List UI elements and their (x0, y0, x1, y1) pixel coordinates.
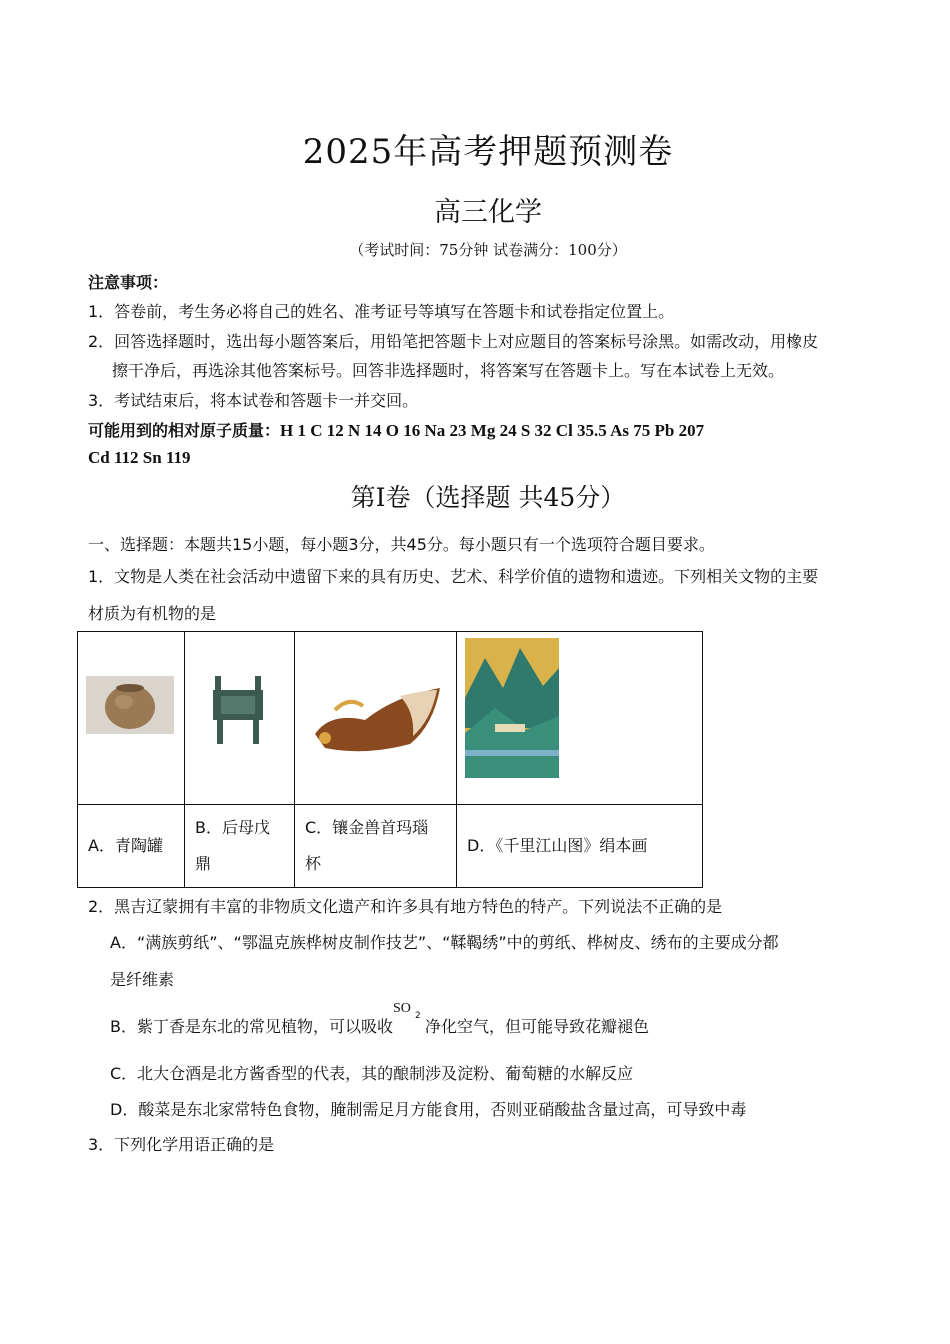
artifact-label-cell-a (78, 805, 185, 888)
q2-option-b-post: 净化空气，但可能导致花瓣褪色 (424, 1017, 649, 1036)
exam-subtitle: 高三化学 (434, 197, 542, 228)
q1-stem-1: 1．文物是人类在社会活动中遗留下来的具有历史、艺术、科学价值的遗物和遗迹。下列相关文物的主要 (88, 567, 819, 586)
section-title: 第Ⅰ卷（选择题 共45分） (350, 483, 626, 512)
q1-stem-2: 材质为有机物的是 (88, 604, 217, 623)
so2-formula-text: SO (392, 1001, 411, 1016)
landscape-painting-image (465, 638, 559, 778)
note-item-2-cont: 擦干净后，再选涂其他答案标号。回答非选择题时，将答案写在答题卡上。写在本试卷上无效。 (112, 361, 785, 380)
option-c-label: C．镶金兽首玛瑙 (305, 818, 429, 837)
artifact-image-cell-b (185, 632, 295, 805)
artifact-image-cell-a (78, 632, 185, 805)
artifact-label-cell-d (457, 805, 703, 888)
artifact-label-cell-c (295, 805, 457, 888)
q2-option-a-cont: 是纤维素 (110, 970, 175, 989)
option-b-label: B．后母戊 (195, 818, 270, 837)
artifact-image-cell-d (457, 632, 703, 805)
option-a-label: A．青陶罐 (88, 836, 163, 855)
agate-cup-image (305, 676, 445, 756)
atomic-mass-line (88, 418, 704, 441)
note-item-1: 1．答卷前，考生务必将自己的姓名、准考证号等填写在答题卡和试卷指定位置上。 (88, 302, 675, 321)
note-item-2: 2．回答选择题时，选出每小题答案后，用铅笔把答题卡上对应题目的答案标号涂黑。如需改动，用橡皮 (88, 332, 819, 351)
q2-option-a: A．“满族剪纸”、“鄂温克族桦树皮制作技艺”、“鞣鞨绣”中的剪纸、桦树皮、绣布的主要成分都 (110, 933, 779, 952)
atomic-mass-label: 可能用到的相对原子质量： (88, 421, 281, 440)
q2-stem: 2．黑吉辽蒙拥有丰富的非物质文化遗产和许多具有地方特色的特产。下列说法不正确的是 (88, 897, 723, 916)
q3-stem: 3．下列化学用语正确的是 (88, 1135, 275, 1154)
so2-formula-sub: 2 (414, 1011, 421, 1021)
exam-title: 2025年高考押题预测卷 (302, 132, 674, 172)
q2-option-b-pre: B．紫丁香是东北的常见植物，可以吸收 (110, 1017, 393, 1036)
q2-option-c: C．北大仓酒是北方酱香型的代表，其的酿制涉及淀粉、葡萄糖的水解反应 (110, 1064, 634, 1083)
pottery-jar-image (86, 676, 174, 734)
note-item-3: 3．考试结束后，将本试卷和答题卡一并交回。 (88, 391, 419, 410)
q2-option-d: D．酸菜是东北家常特色食物，腌制需足月方能食用，否则亚硝酸盐含量过高，可导致中毒 (110, 1100, 747, 1119)
so2-formula (392, 1001, 425, 1036)
option-d-label: D．《千里江山图》绢本画 (467, 836, 648, 855)
notes-heading: 注意事项： (88, 273, 169, 292)
atomic-mass-values: H 1 C 12 N 14 O 16 Na 23 Mg 24 S 32 Cl 35.5 As 75 Pb 207 (280, 421, 705, 440)
option-c-label-cont: 杯 (305, 854, 322, 873)
section-instruction: 一、选择题：本题共15小题，每小题3分，共45分。每小题只有一个选项符合题目要求。 (88, 535, 715, 554)
artifact-label-cell-b (185, 805, 295, 888)
option-b-label-cont: 鼎 (195, 854, 212, 873)
bronze-ding-image (207, 674, 269, 746)
atomic-mass-values-2: Cd 112 Sn 119 (88, 448, 191, 467)
exam-info: （考试时间：75分钟 试卷满分：100分） (349, 241, 627, 259)
artifact-image-cell-c (295, 632, 457, 805)
artifact-table (77, 631, 703, 888)
q2-option-b (110, 1001, 649, 1037)
